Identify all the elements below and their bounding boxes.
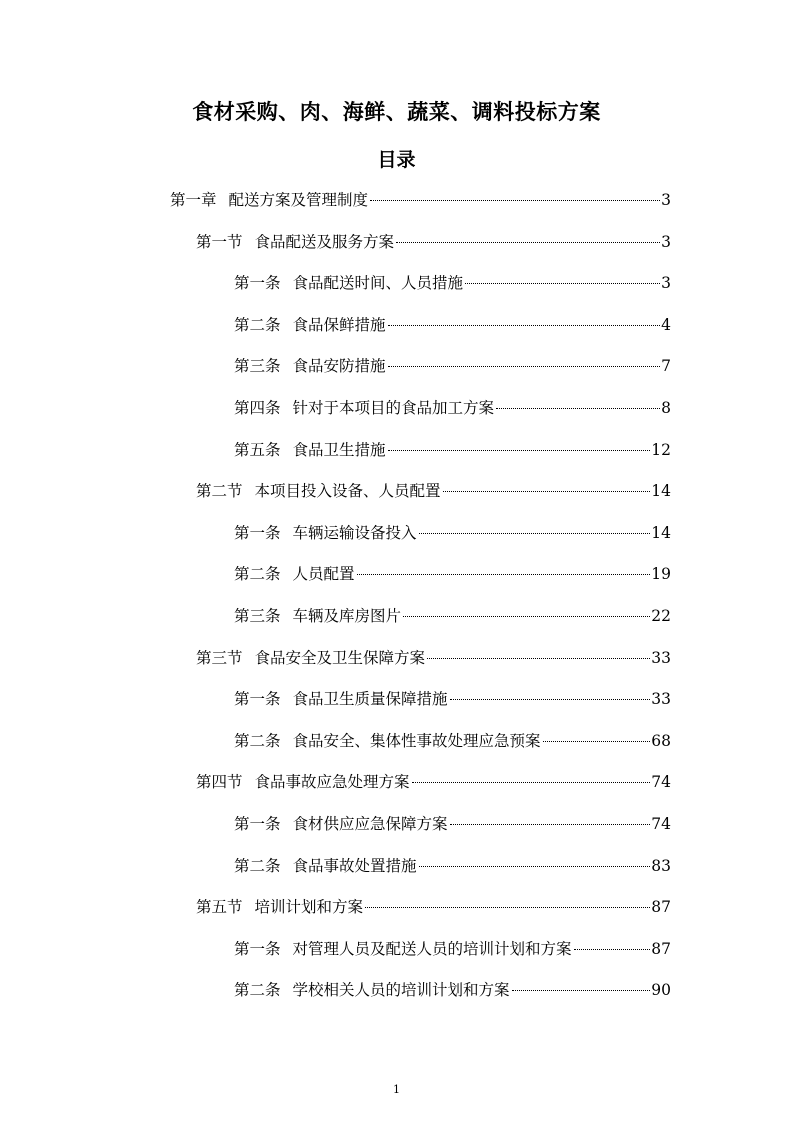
toc-dot-leader	[419, 866, 651, 867]
toc-entry[interactable]	[234, 854, 671, 878]
toc-entry-title: 食品配送及服务方案	[254, 232, 395, 251]
toc-entry-page-number: 12	[651, 440, 671, 459]
toc-entry-page-number: 8	[661, 399, 671, 417]
toc-entry-title: 食品配送时间、人员措施	[292, 274, 464, 293]
toc-entry[interactable]	[234, 438, 671, 462]
toc-entry-label: 第三节	[196, 648, 243, 667]
toc-entry-title: 食品卫生质量保障措施	[292, 690, 448, 709]
toc-dot-leader	[388, 366, 661, 367]
toc-entry-label: 第一条	[234, 523, 281, 542]
toc-entry[interactable]	[234, 978, 671, 1002]
toc-heading: 目录	[377, 149, 416, 171]
toc-dot-leader	[496, 408, 660, 409]
toc-entry-title: 食品事故处置措施	[292, 856, 417, 875]
toc-entry-label: 第四条	[234, 399, 281, 417]
toc-entry[interactable]	[234, 687, 671, 711]
toc-entry-title: 对管理人员及配送人员的培训计划和方案	[292, 939, 572, 958]
toc-entry-label: 第一条	[234, 939, 281, 958]
toc-entry-title: 学校相关人员的培训计划和方案	[292, 981, 510, 1000]
toc-entry[interactable]	[196, 895, 671, 919]
toc-entry-label: 第一条	[234, 815, 281, 833]
toc-dot-leader	[412, 782, 651, 783]
toc-dot-leader	[450, 699, 651, 700]
toc-dot-leader	[443, 491, 651, 492]
toc-entry-title: 食品安全及卫生保障方案	[254, 648, 426, 667]
toc-entry[interactable]	[234, 729, 671, 753]
toc-entry[interactable]	[234, 521, 671, 545]
toc-entry-page-number: 87	[651, 939, 671, 958]
toc-entry-title: 本项目投入设备、人员配置	[254, 482, 441, 501]
toc-entry-label: 第二条	[234, 315, 281, 334]
toc-entry-page-number: 3	[661, 232, 671, 251]
toc-entry-label: 第二条	[234, 565, 281, 584]
toc-entry[interactable]	[234, 354, 671, 378]
toc-entry-title: 培训计划和方案	[254, 898, 364, 917]
toc-dot-leader	[388, 450, 651, 451]
toc-dot-leader	[465, 283, 660, 284]
document-title: 食材采购、肉、海鲜、蔬菜、调料投标方案	[192, 100, 601, 124]
toc-entry-title: 针对于本项目的食品加工方案	[292, 399, 495, 417]
toc-entry-title: 食品安防措施	[292, 357, 386, 376]
toc-entry-label: 第一节	[196, 232, 243, 251]
toc-entry-page-number: 68	[651, 731, 671, 750]
toc-entry-title: 配送方案及管理制度	[228, 191, 369, 209]
toc-dot-leader	[574, 949, 651, 950]
toc-entry-title: 车辆及库房图片	[292, 607, 402, 625]
toc-entry-label: 第二条	[234, 731, 281, 750]
toc-entry-page-number: 33	[651, 690, 671, 709]
toc-entry[interactable]	[196, 646, 671, 670]
toc-entry[interactable]	[196, 770, 671, 794]
toc-entry-label: 第一章	[170, 191, 217, 209]
toc-entry-page-number: 19	[651, 565, 671, 584]
toc-entry-page-number: 4	[661, 315, 671, 334]
page-number: 1	[393, 1083, 400, 1096]
toc-entry-label: 第三条	[234, 607, 281, 625]
toc-entry[interactable]	[234, 812, 671, 836]
toc-entry-page-number: 22	[651, 607, 671, 625]
toc-entry-title: 食品卫生措施	[292, 440, 386, 459]
toc-entry-title: 车辆运输设备投入	[292, 523, 417, 542]
toc-entry-page-number: 7	[661, 357, 671, 376]
toc-dot-leader	[357, 574, 651, 575]
toc-entry-page-number: 74	[651, 773, 671, 792]
toc-dot-leader	[512, 990, 651, 991]
toc-dot-leader	[419, 533, 651, 534]
toc-dot-leader	[365, 907, 650, 908]
toc-entry-page-number: 87	[651, 898, 671, 917]
toc-entry-title: 食品保鲜措施	[292, 315, 386, 334]
toc-entry-label: 第三条	[234, 357, 281, 376]
toc-entry-label: 第五条	[234, 440, 281, 459]
toc-entry-page-number: 3	[661, 191, 671, 209]
toc-entry-title: 食品事故应急处理方案	[254, 773, 410, 792]
toc-dot-leader	[370, 200, 660, 201]
toc-entry-title: 食材供应应急保障方案	[292, 815, 448, 833]
toc-entry-label: 第二条	[234, 981, 281, 1000]
toc-entry[interactable]	[234, 271, 671, 295]
toc-entry-label: 第一条	[234, 690, 281, 709]
toc-entry-page-number: 14	[651, 523, 671, 542]
toc-dot-leader	[543, 741, 651, 742]
toc-entry[interactable]	[234, 604, 671, 628]
toc-entry-label: 第四节	[196, 773, 243, 792]
toc-entry[interactable]	[196, 230, 671, 254]
toc-dot-leader	[450, 824, 651, 825]
toc-entry-page-number: 74	[651, 815, 671, 833]
toc-entry[interactable]	[234, 937, 671, 961]
toc-entry-label: 第五节	[196, 898, 243, 917]
toc-entry-label: 第一条	[234, 274, 281, 293]
toc-dot-leader	[396, 242, 660, 243]
toc-dot-leader	[427, 658, 650, 659]
toc-entry-page-number: 83	[651, 856, 671, 875]
toc-entry[interactable]	[170, 188, 671, 212]
toc-entry-title: 食品安全、集体性事故处理应急预案	[292, 731, 541, 750]
toc-entry-page-number: 14	[651, 482, 671, 501]
toc-entry[interactable]	[234, 396, 671, 420]
toc-dot-leader	[403, 616, 650, 617]
toc-entry-page-number: 3	[661, 274, 671, 293]
toc-entry-label: 第二节	[196, 482, 243, 501]
toc-entry-page-number: 33	[651, 648, 671, 667]
toc-entry-page-number: 90	[651, 981, 671, 1000]
toc-entry[interactable]	[234, 562, 671, 586]
toc-dot-leader	[388, 325, 661, 326]
toc-entry-title: 人员配置	[292, 565, 355, 584]
toc-entry[interactable]	[234, 313, 671, 337]
toc-entry-label: 第二条	[234, 856, 281, 875]
toc-entry[interactable]	[196, 479, 671, 503]
